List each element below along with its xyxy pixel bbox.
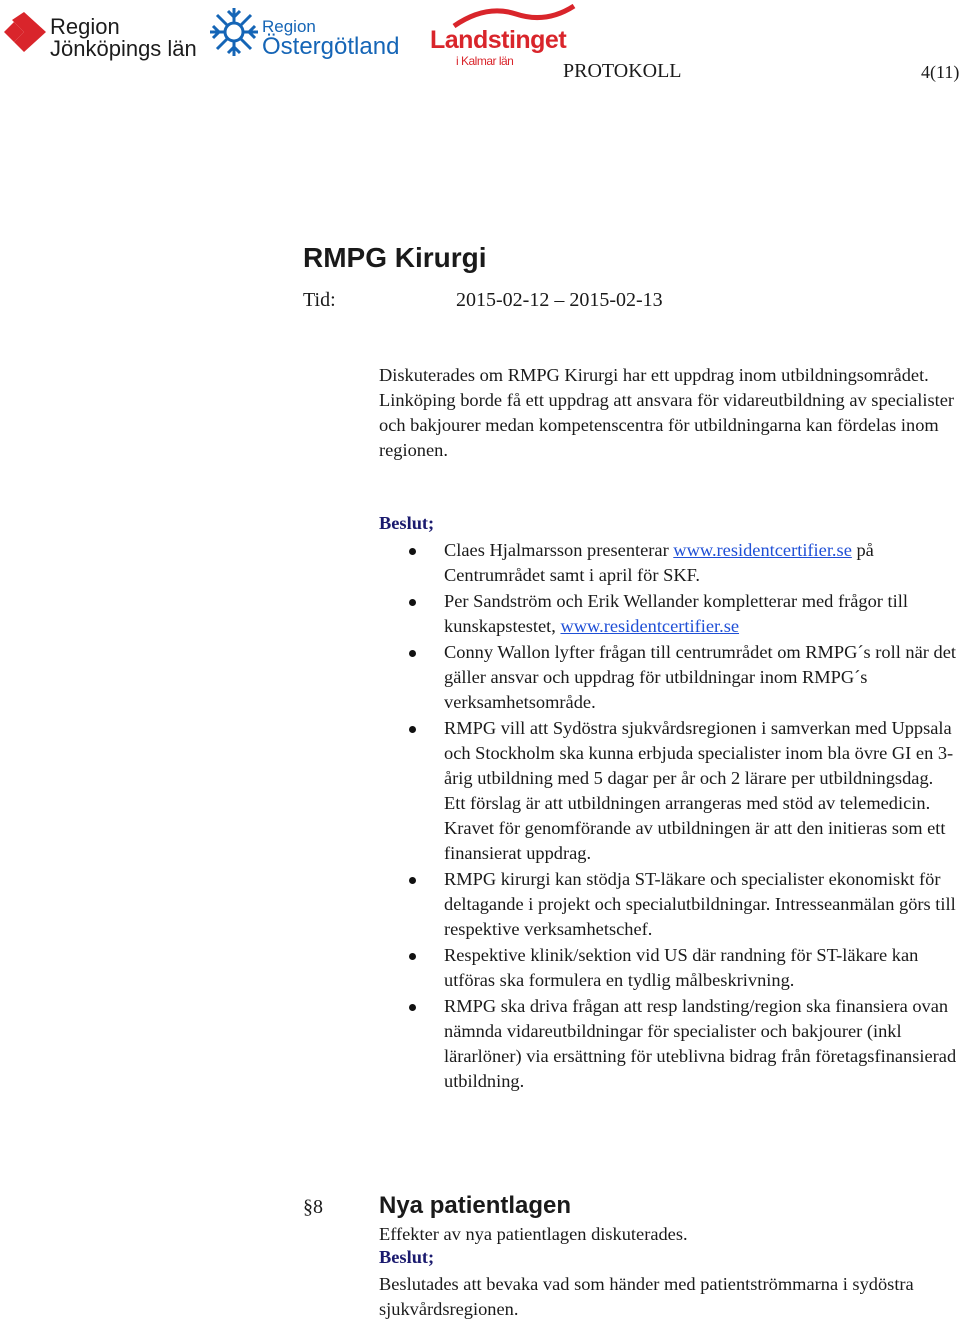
list-item-text: Conny Wallon lyfter frågan till centrumrådet om RMPG´s roll när det gäller ansvar och uppdrag för utbildningar inom RMPG´s verksamhetsområde. bbox=[444, 642, 956, 712]
list-item bbox=[379, 943, 959, 993]
page-number: 4(11) bbox=[921, 62, 960, 82]
bullet-icon bbox=[409, 877, 416, 884]
landstinget-arc-emblem-icon bbox=[450, 4, 580, 28]
section-heading: Nya patientlagen bbox=[379, 1192, 572, 1219]
logo-line: Jönköpings län bbox=[50, 36, 197, 61]
logo-line: Region bbox=[262, 17, 316, 36]
list-item-text: RMPG kirurgi kan stödja ST-läkare och specialister ekonomiskt för deltagande i projekt och specialutbildningar. Intresseanmälan görs till respektive verksamhetschef. bbox=[444, 869, 956, 939]
snowflake-emblem-icon bbox=[208, 6, 260, 58]
beslut-label: Beslut; bbox=[379, 1247, 435, 1267]
tid-value: 2015-02-12 – 2015-02-13 bbox=[456, 289, 663, 311]
list-item-text: RMPG ska driva frågan att resp landsting/region ska finansiera ovan nämnda vidareutbildningar för specialister och bakjourer (inkl lärarlöner) via ersättning för uteblivna bidrag från företagsfinansierad utbildning. bbox=[444, 996, 957, 1091]
tid-label: Tid: bbox=[303, 289, 336, 311]
logo-line: Region bbox=[50, 14, 120, 39]
bullet-icon bbox=[409, 953, 416, 960]
logo-line: Landstinget bbox=[430, 26, 567, 54]
list-item bbox=[379, 716, 959, 866]
list-item bbox=[379, 994, 959, 1094]
bullet-icon bbox=[409, 548, 416, 555]
section-text: Effekter av nya patientlagen diskuterades. bbox=[379, 1224, 688, 1244]
bullet-icon bbox=[409, 599, 416, 606]
list-item-text: på Centrumrådet samt i april för SKF. bbox=[444, 540, 874, 585]
document-type: PROTOKOLL bbox=[563, 60, 682, 82]
residentcertifier-link[interactable]: www.residentcertifier.se bbox=[560, 616, 740, 636]
logo-line: i Kalmar län bbox=[456, 54, 514, 68]
region-jonkoping-emblem-icon bbox=[2, 6, 48, 54]
logo-region-ostergotland bbox=[208, 6, 400, 63]
intro-paragraph: Linköping borde få ett uppdrag att ansvara för vidareutbildning av specialister och bakjourer medan kompetenscentra för utbildningarna kan fördelas inom regionen. bbox=[379, 390, 955, 460]
section-title: RMPG Kirurgi bbox=[303, 242, 487, 273]
list-item-text: Claes Hjalmarsson presenterar bbox=[444, 540, 674, 560]
list-item bbox=[379, 589, 959, 639]
list-item bbox=[379, 867, 959, 942]
beslut-label: Beslut; bbox=[379, 513, 435, 533]
intro-text bbox=[379, 363, 959, 463]
residentcertifier-link[interactable]: www.residentcertifier.se bbox=[673, 540, 852, 560]
list-item bbox=[379, 538, 959, 588]
bullet-icon bbox=[409, 726, 416, 733]
list-item-text: Respektive klinik/sektion vid US där randning för ST-läkare kan utföras ska formulera en tydlig målbeskrivning. bbox=[444, 945, 919, 990]
bullet-icon bbox=[409, 650, 416, 657]
section-number: §8 bbox=[303, 1196, 323, 1218]
decision-list bbox=[379, 538, 959, 1095]
decision-text: Beslutades att bevaka vad som händer med patientströmmarna i sydöstra sjukvårdsregionen. bbox=[379, 1274, 914, 1319]
list-item bbox=[379, 640, 959, 715]
logo-region-jonkoping bbox=[2, 6, 197, 61]
list-item-text: Per Sandström och Erik Wellander kompletterar med frågor till kunskapstestet, bbox=[444, 591, 908, 636]
intro-paragraph: Diskuterades om RMPG Kirurgi har ett uppdrag inom utbildningsområdet. bbox=[379, 365, 929, 385]
list-item-text: RMPG vill att Sydöstra sjukvårdsregionen i samverkan med Uppsala och Stockholm ska kunna erbjuda specialister inom bla övre GI en 3-årig utbildning med 5 dagar per år och 2 lärare per utbildningsdag. Ett förslag är att utbildningen arrangeras med stöd av telemedicin. Kravet för genomförande av utbildningen är att den initieras som ett finansierat uppdrag. bbox=[444, 718, 954, 863]
logo-line: Östergötland bbox=[262, 33, 400, 60]
bullet-icon bbox=[409, 1004, 416, 1011]
